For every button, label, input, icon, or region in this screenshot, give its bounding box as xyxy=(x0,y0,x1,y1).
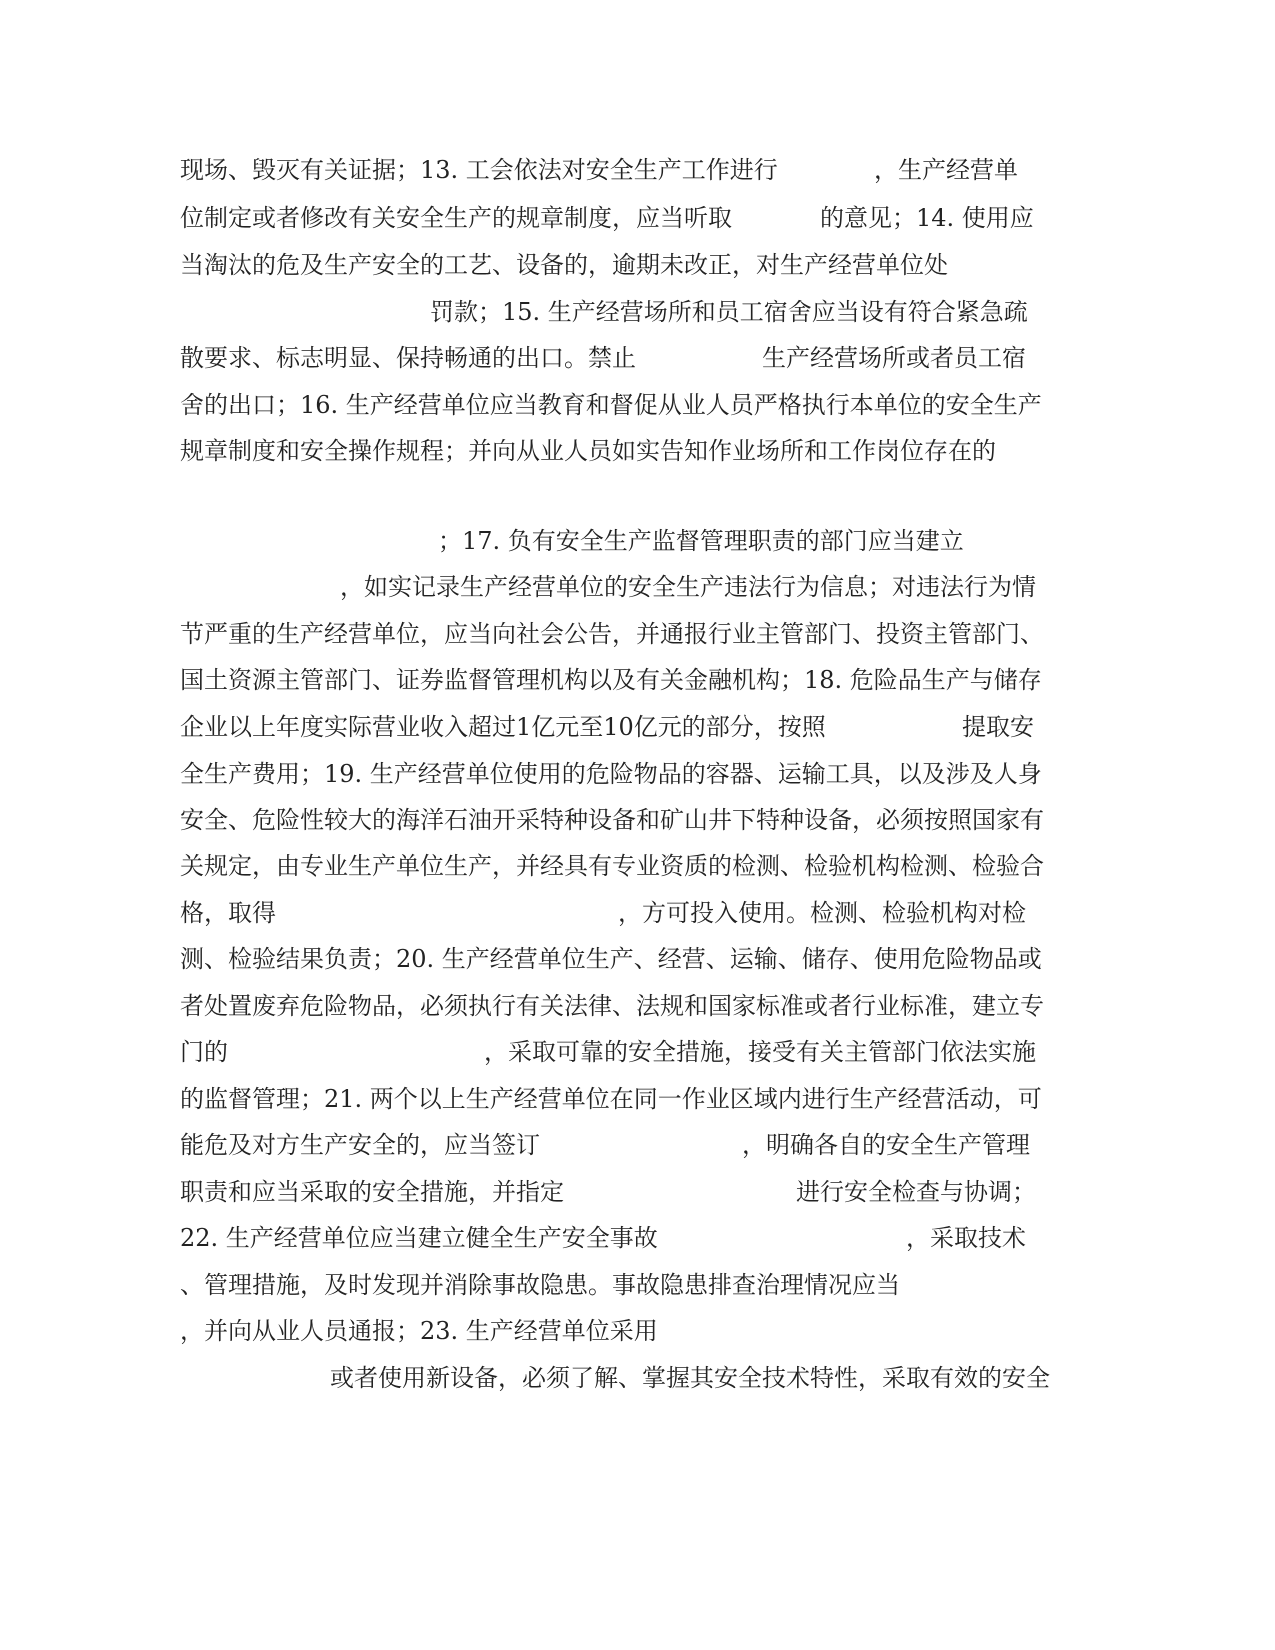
text-segment: 罚款；15. 生产经营场所和员工宿舍应当设有符合紧急疏 xyxy=(430,298,1028,326)
text-segment: 国土资源主管部门、证券监督管理机构以及有关金融机构；18. 危险品生产与储存 xyxy=(180,666,1042,694)
text-segment: 者处置废弃危险物品，必须执行有关法律、法规和国家标准或者行业标准，建立专 xyxy=(180,992,1044,1020)
text-segment: 当淘汰的危及生产安全的工艺、设备的，逾期未改正，对生产经营单位处 xyxy=(180,251,948,279)
text-segment: 职责和应当采取的安全措施，并指定 xyxy=(180,1178,564,1206)
text-line-7 xyxy=(180,427,1084,475)
text-segment: ，采取技术 xyxy=(906,1224,1026,1252)
text-line-21 xyxy=(180,1121,1084,1169)
text-line-10 xyxy=(180,610,1084,658)
text-line-12 xyxy=(180,703,1084,751)
text-segment: 能危及对方生产安全的，应当签订 xyxy=(180,1131,540,1159)
text-line-20 xyxy=(180,1075,1084,1123)
text-segment: 提取安 xyxy=(962,713,1034,741)
text-line-22 xyxy=(180,1168,1084,1216)
text-segment: ；17. 负有安全生产监督管理职责的部门应当建立 xyxy=(438,527,964,555)
text-segment: 22. 生产经营单位应当建立健全生产安全事故 xyxy=(180,1224,658,1252)
text-segment: 节严重的生产经营单位，应当向社会公告，并通报行业主管部门、投资主管部门、 xyxy=(180,620,1044,648)
text-line-1 xyxy=(180,146,1084,194)
text-segment: ，采取可靠的安全措施，接受有关主管部门依法实施 xyxy=(484,1038,1036,1066)
text-line-5 xyxy=(180,334,1084,382)
text-line-18 xyxy=(180,982,1084,1030)
text-segment: 生产经营场所或者员工宿 xyxy=(762,344,1026,372)
text-segment: 安全、危险性较大的海洋石油开采特种设备和矿山井下特种设备，必须按照国家有 xyxy=(180,806,1044,834)
text-line-13 xyxy=(180,750,1084,798)
text-segment: ，并向从业人员通报；23. 生产经营单位采用 xyxy=(180,1317,658,1345)
text-segment: 进行安全检查与协调； xyxy=(796,1178,1036,1206)
text-line-19 xyxy=(180,1028,1084,1076)
text-segment: 舍的出口；16. 生产经营单位应当教育和督促从业人员严格执行本单位的安全生产 xyxy=(180,391,1042,419)
text-line-24 xyxy=(180,1261,1084,1309)
text-segment: 关规定，由专业生产单位生产，并经具有专业资质的检测、检验机构检测、检验合 xyxy=(180,852,1044,880)
text-line-15 xyxy=(180,842,1084,890)
text-segment: ，方可投入使用。检测、检验机构对检 xyxy=(618,899,1026,927)
text-line-16 xyxy=(180,889,1084,937)
text-segment: 规章制度和安全操作规程；并向从业人员如实告知作业场所和工作岗位存在的 xyxy=(180,437,996,465)
text-segment: 现场、毁灭有关证据；13. 工会依法对安全生产工作进行 xyxy=(180,156,778,184)
text-line-26 xyxy=(184,1354,1084,1402)
text-line-11 xyxy=(180,656,1084,704)
text-segment: ，如实记录生产经营单位的安全生产违法行为信息；对违法行为情 xyxy=(340,573,1036,601)
text-segment: 测、检验结果负责；20. 生产经营单位生产、经营、运输、储存、使用危险物品或 xyxy=(180,945,1042,973)
text-segment: 的意见；14. 使用应 xyxy=(820,204,1034,232)
text-line-23 xyxy=(180,1214,1084,1262)
text-segment: 门的 xyxy=(180,1038,228,1066)
text-line-9 xyxy=(184,563,1084,611)
text-line-4 xyxy=(184,288,1084,336)
text-segment: 格，取得 xyxy=(180,899,276,927)
text-line-3 xyxy=(180,241,1084,289)
text-segment: 散要求、标志明显、保持畅通的出口。禁止 xyxy=(180,344,636,372)
text-segment: 或者使用新设备，必须了解、掌握其安全技术特性，采取有效的安全 xyxy=(330,1364,1050,1392)
text-segment: 企业以上年度实际营业收入超过1亿元至10亿元的部分，按照 xyxy=(180,713,826,741)
text-line-25 xyxy=(180,1307,1084,1355)
text-segment: ，明确各自的安全生产管理 xyxy=(742,1131,1030,1159)
text-segment: ，生产经营单 xyxy=(874,156,1018,184)
text-line-6 xyxy=(180,381,1084,429)
text-line-14 xyxy=(180,796,1084,844)
text-segment: 的监督管理；21. 两个以上生产经营单位在同一作业区域内进行生产经营活动，可 xyxy=(180,1085,1042,1113)
text-segment: 位制定或者修改有关安全生产的规章制度，应当听取 xyxy=(180,204,732,232)
text-line-17 xyxy=(180,935,1084,983)
text-segment: 、管理措施，及时发现并消除事故隐患。事故隐患排查治理情况应当 xyxy=(180,1271,900,1299)
text-line-8 xyxy=(184,517,1084,565)
text-segment: 全生产费用；19. 生产经营单位使用的危险物品的容器、运输工具，以及涉及人身 xyxy=(180,760,1042,788)
text-line-2 xyxy=(180,194,1084,242)
